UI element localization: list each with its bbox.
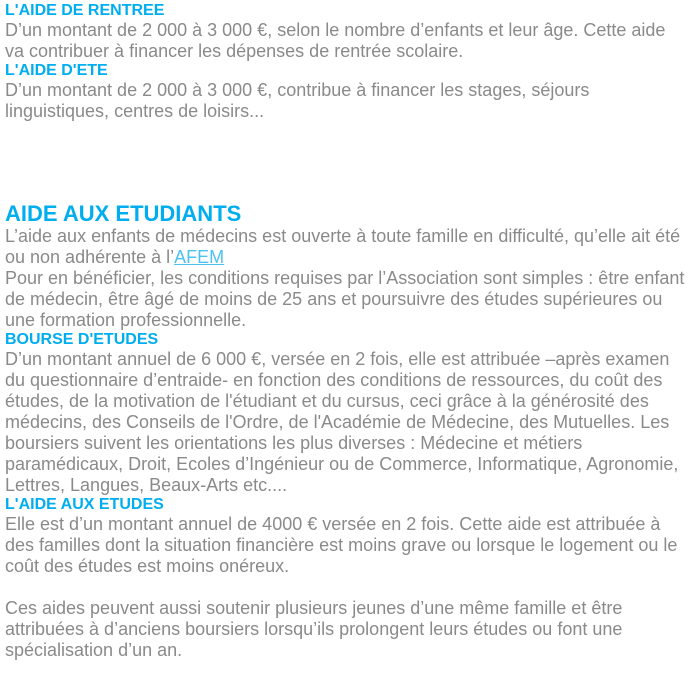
paragraph-footer-note: Ces aides peuvent aussi soutenir plusieurs jeunes d’une même famille et être attribuées à d’anciens boursiers lorsqu’ils prolongent leurs études ou font une spécialisation d’un an.: [5, 598, 623, 660]
paragraph-aide-rentree: D’un montant de 2 000 à 3 000 €, selon le nombre d’enfants et leur âge. Cette aide va contribuer à financer les dépenses de rentrée scolaire.: [5, 20, 666, 61]
afem-link[interactable]: AFEM: [174, 247, 225, 267]
heading-aide-aux-etudiants: AIDE AUX ETUDIANTS: [5, 201, 242, 226]
paragraph-aide-etudiants-intro: [5, 226, 686, 268]
section-gap: [5, 122, 686, 202]
paragraph-aide-aux-etudes: Elle est d’un montant annuel de 4000 € versée en 2 fois. Cette aide est attribuée à des familles dont la situation financière est moins grave ou lorsque le logement ou le coût des études est moins onéreux.: [5, 514, 678, 576]
heading-aide-rentree: L'AIDE DE RENTREE: [5, 2, 165, 19]
paragraph-aide-ete: D’un montant de 2 000 à 3 000 €, contribue à financer les stages, séjours linguistiques, centres de loisirs...: [5, 80, 590, 121]
aide-etudiants-intro-text: L’aide aux enfants de médecins est ouverte à toute famille en difficulté, qu’elle ait été ou non adhérente à l’: [5, 226, 681, 267]
paragraph-bourse-etudes: D’un montant annuel de 6 000 €, versée en 2 fois, elle est attribuée –après examen du questionnaire d’entraide- en fonction des conditions de ressources, du coût des études, de la motivation de l'étudiant et du cursus, ceci grâce à la générosité des médecins, des Conseils de l'Ordre, de l'Académie de Médecine, des Mutuelles. Les boursiers suivent les orientations les plus diverses : Médecine et métiers paramédicaux, Droit, Ecoles d’Ingénieur ou de Commerce, Informatique, Agronomie, Lettres, Langues, Beaux-Arts etc....: [5, 349, 679, 495]
heading-aide-aux-etudes: L'AIDE AUX ETUDES: [5, 496, 164, 513]
heading-aide-ete: L'AIDE D'ETE: [5, 62, 108, 79]
blank-line: [5, 577, 686, 598]
paragraph-aide-etudiants-conditions: Pour en bénéficier, les conditions requises par l’Association sont simples : être enfant de médecin, être âgé de moins de 25 ans et poursuivre des études supérieures ou une formation professionnelle.: [5, 268, 685, 330]
heading-bourse-etudes: BOURSE D'ETUDES: [5, 331, 159, 348]
